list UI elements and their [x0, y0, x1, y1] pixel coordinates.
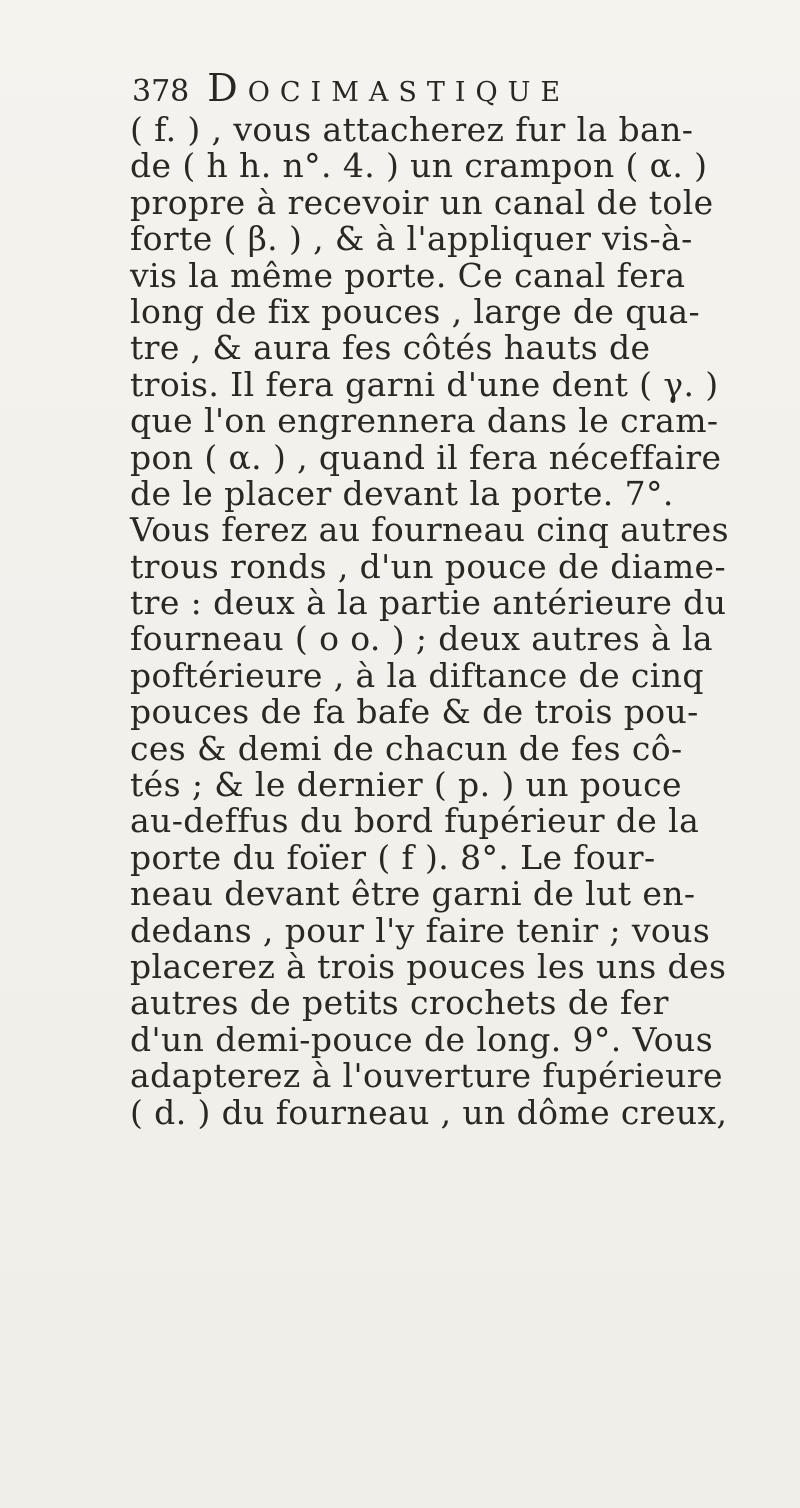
page-header [132, 66, 570, 116]
text-line: neau devant être garni de lut en- [130, 874, 696, 914]
text-line: pouces de fa bafe & de trois pou- [130, 692, 699, 732]
running-title: Docimastique [207, 66, 571, 110]
text-line: Vous ferez au fourneau cinq autres [130, 510, 729, 550]
text-line: tre : deux à la partie antérieure du [130, 583, 727, 623]
text-line: adapterez à l'ouverture fupérieure [130, 1056, 723, 1096]
text-line: autres de petits crochets de fer [130, 983, 669, 1023]
text-line: de le placer devant la porte. 7°. [130, 473, 674, 513]
text-line: forte ( β. ) , & à l'appliquer vis-à- [130, 219, 693, 259]
text-line: de ( h h. n°. 4. ) un crampon ( α. ) [130, 146, 708, 186]
text-line: que l'on engrennera dans le cram- [130, 401, 719, 441]
text-line: au-deffus du bord fupérieur de la [130, 801, 700, 841]
text-line: poftérieure , à la diftance de cinq [130, 655, 704, 695]
text-line: placerez à trois pouces les uns des [130, 946, 727, 986]
text-line: ( d. ) du fourneau , un dôme creux, [130, 1092, 728, 1132]
text-line: dedans , pour l'y faire tenir ; vous [130, 910, 711, 950]
text-line: trois. Il fera garni d'une dent ( γ. ) [130, 364, 719, 404]
text-line: porte du foïer ( f ). 8°. Le four- [130, 837, 656, 877]
text-line: d'un demi-pouce de long. 9°. Vous [130, 1019, 714, 1059]
text-line: tés ; & le dernier ( p. ) un pouce [130, 765, 682, 805]
text-line: pon ( α. ) , quand il fera néceffaire [130, 437, 722, 477]
text-line: ces & demi de chacun de fes cô- [130, 728, 683, 768]
text-line: vis la même porte. Ce canal fera [130, 255, 686, 295]
text-line: fourneau ( o o. ) ; deux autres à la [130, 619, 713, 659]
text-line: tre , & aura fes côtés hauts de [130, 328, 651, 368]
body-text [130, 112, 790, 1131]
text-line: ( f. ) , vous attacherez fur la ban- [130, 110, 694, 149]
text-line: propre à recevoir un canal de tole [130, 182, 714, 222]
text-line: long de fix pouces , large de qua- [130, 291, 701, 331]
text-line: trous ronds , d'un pouce de diame- [130, 546, 727, 586]
page-number: 378 [132, 74, 190, 109]
